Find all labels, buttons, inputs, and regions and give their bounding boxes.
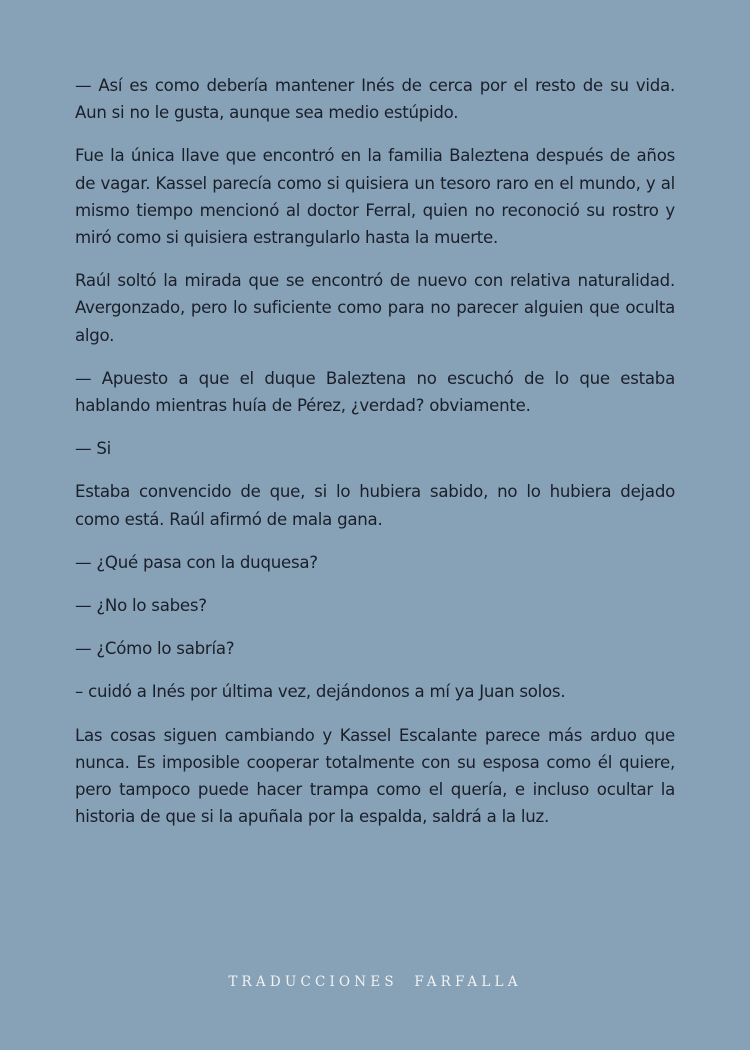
paragraph-dialogue-7: – cuidó a Inés por última vez, dejándonos a mí ya Juan solos. <box>75 682 566 702</box>
paragraph-narration-4: Las cosas siguen cambiando y Kassel Escalante parece más arduo que nunca. Es imposible cooperar totalmente con su esposa como él quiere, pero tampoco puede hacer trampa como el quería, e incluso ocultar la historia de que si la apuñala por la espalda, saldrá a la luz. <box>75 725 675 827</box>
page-body <box>75 72 675 846</box>
paragraph-dialogue-4: — ¿Qué pasa con la duquesa? <box>75 552 318 572</box>
paragraph-narration-3: Estaba convencido de que, si lo hubiera sabido, no lo hubiera dejado como está. Raúl afirmó de mala gana. <box>75 482 675 529</box>
paragraph-dialogue-6: — ¿Cómo lo sabría? <box>75 639 235 659</box>
paragraph-narration-2: Raúl soltó la mirada que se encontró de nuevo con relativa naturalidad. Avergonzado, pero lo suficiente como para no parecer alguien que oculta algo. <box>75 271 675 345</box>
paragraph-dialogue-5: — ¿No lo sabes? <box>75 596 207 616</box>
paragraph-dialogue-3: — Si <box>75 439 112 459</box>
paragraph-dialogue-1: — Así es como debería mantener Inés de cerca por el resto de su vida. Aun si no le gusta, aunque sea medio estúpido. <box>75 76 675 123</box>
paragraph-dialogue-2: — Apuesto a que el duque Baleztena no escuchó de lo que estaba hablando mientras huía de Pérez, ¿verdad? obviamente. <box>75 368 675 416</box>
paragraph-narration-1: Fue la única llave que encontró en la familia Baleztena después de años de vagar. Kassel parecía como si quisiera un tesoro raro en el mundo, y al mismo tiempo mencionó al doctor Ferral, quien no reconoció su rostro y miró como si quisiera estrangularlo hasta la muerte. <box>75 146 675 248</box>
translator-credit-footer: TRADUCCIONES FARFALLA <box>228 974 522 990</box>
